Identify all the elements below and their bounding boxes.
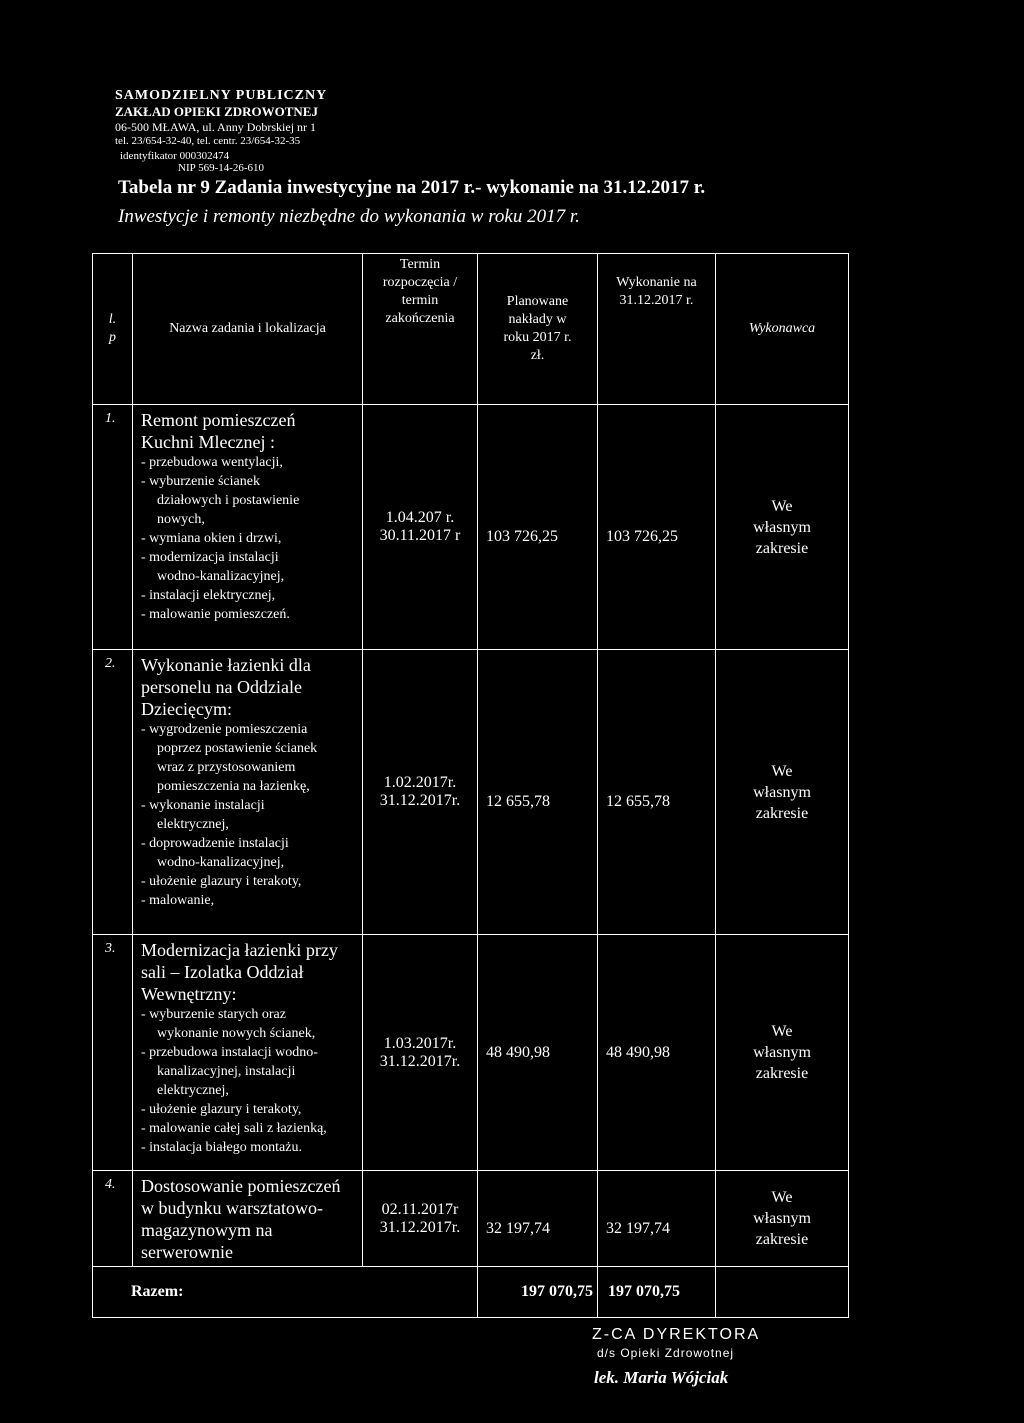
row-1-item: - wyburzenie ścianek <box>141 474 260 489</box>
header-name <box>133 254 363 405</box>
signature-department: d/s Opieki Zdrowotnej <box>597 1346 735 1360</box>
row-1-item: - wymiana okien i drzwi, <box>141 531 282 546</box>
row-1-title-1: Remont pomieszczeń <box>141 410 296 430</box>
total-label-cell <box>93 1267 478 1318</box>
row-3-end: 31.12.2017r. <box>379 1052 461 1070</box>
investment-table <box>92 253 849 1318</box>
header-term <box>363 254 478 405</box>
row-executor <box>716 650 849 935</box>
row-2-item: - ułożenie glazury i terakoty, <box>141 874 302 889</box>
row-done <box>598 935 716 1171</box>
row-3-exec-1: We <box>771 1023 793 1040</box>
table-row <box>93 935 849 1171</box>
header-term-3: termin <box>401 293 439 308</box>
row-3-exec-3: zakresie <box>755 1065 809 1082</box>
row-dates <box>363 935 478 1171</box>
header-planned <box>478 254 598 405</box>
header-plan-3: roku 2017 r. <box>503 330 572 345</box>
row-3-item: kanalizacyjnej, instalacji <box>157 1064 296 1079</box>
row-2-lp: 2. <box>105 656 116 671</box>
header-done-2: 31.12.2017 r. <box>619 293 694 308</box>
row-3-lp: 3. <box>105 941 116 956</box>
row-2-item: - wykonanie instalacji <box>141 798 265 813</box>
header-exec-label: Wykonawca <box>748 321 816 336</box>
header-plan-2: nakłady w <box>508 312 567 327</box>
row-1-item: wodno-kanalizacyjnej, <box>157 569 285 584</box>
row-1-exec-3: zakresie <box>755 539 809 557</box>
row-executor <box>716 935 849 1171</box>
row-name <box>133 405 363 650</box>
row-name <box>133 1171 363 1267</box>
row-1-done: 103 726,25 <box>606 528 678 545</box>
row-2-item: - doprowadzenie instalacji <box>141 836 289 851</box>
row-dates <box>363 405 478 650</box>
row-lp <box>93 1171 133 1267</box>
stamp-line-5: identyfikator 000302474 <box>120 150 230 162</box>
row-lp <box>93 405 133 650</box>
header-plan-4: zł. <box>530 348 545 363</box>
row-4-title-4: serwerownie <box>141 1242 233 1262</box>
header-name-label: Nazwa zadania i lokalizacja <box>169 321 326 336</box>
total-planned-cell <box>478 1267 598 1318</box>
stamp-line-1: SAMODZIELNY PUBLICZNY <box>115 88 328 103</box>
table-header-row <box>93 254 849 405</box>
row-3-item: - malowanie całej sali z łazienką, <box>141 1121 327 1136</box>
row-3-title-1: Modernizacja łazienki przy <box>141 940 338 960</box>
row-3-planned: 48 490,98 <box>486 1043 550 1061</box>
total-done-cell <box>598 1267 716 1318</box>
row-2-exec-3: zakresie <box>755 804 809 822</box>
header-term-1: Termin <box>399 257 441 272</box>
row-planned <box>478 650 598 935</box>
row-4-title-3: magazynowym na <box>141 1220 273 1240</box>
row-4-exec-1: We <box>771 1189 793 1206</box>
row-done <box>598 1171 716 1267</box>
row-2-start: 1.02.2017r. <box>383 774 457 791</box>
row-4-end: 31.12.2017r. <box>379 1218 461 1236</box>
row-executor <box>716 1171 849 1267</box>
row-3-item: - ułożenie glazury i terakoty, <box>141 1102 302 1117</box>
row-2-item: pomieszczenia na łazienkę, <box>157 779 310 794</box>
row-3-title-2: sali – Izolatka Oddział <box>141 962 304 982</box>
row-done <box>598 650 716 935</box>
header-lp <box>93 254 133 405</box>
row-3-item: - wyburzenie starych oraz <box>141 1007 286 1022</box>
header-executor <box>716 254 849 405</box>
row-dates <box>363 1171 478 1267</box>
row-2-item: wodno-kanalizacyjnej, <box>157 855 285 870</box>
row-planned <box>478 405 598 650</box>
table-row <box>93 1171 849 1267</box>
row-1-planned: 103 726,25 <box>486 528 558 545</box>
total-empty-cell <box>716 1267 849 1318</box>
total-planned: 197 070,75 <box>521 1283 593 1300</box>
row-1-item: - przebudowa wentylacji, <box>141 455 283 470</box>
header-term-4: zakończenia <box>385 311 455 326</box>
row-2-done: 12 655,78 <box>606 793 670 810</box>
row-2-item: wraz z przystosowaniem <box>157 760 296 775</box>
row-planned <box>478 935 598 1171</box>
row-2-planned: 12 655,78 <box>486 793 550 810</box>
header-done-1: Wykonanie na <box>616 275 697 290</box>
stamp-line-4: tel. 23/654-32-40, tel. centr. 23/654-32-35 <box>115 135 301 147</box>
row-3-item: wykonanie nowych ścianek, <box>157 1026 316 1041</box>
row-dates <box>363 650 478 935</box>
row-name <box>133 935 363 1171</box>
row-1-item: działowych i postawienie <box>157 493 300 508</box>
row-4-exec-2: własnym <box>753 1210 811 1227</box>
row-1-title-2: Kuchni Mlecznej : <box>141 432 275 452</box>
row-1-item: - malowanie pomieszczeń. <box>141 607 290 622</box>
row-2-title-3: Dziecięcym: <box>141 699 232 719</box>
row-2-exec-2: własnym <box>753 783 811 801</box>
stamp-line-6: NIP 569-14-26-610 <box>178 162 265 174</box>
row-3-item: - przebudowa instalacji wodno- <box>141 1045 318 1060</box>
row-lp <box>93 935 133 1171</box>
stamp-line-2: ZAKŁAD OPIEKI ZDROWOTNEJ <box>115 104 318 119</box>
row-2-item: poprzez postawienie ścianek <box>157 741 318 756</box>
table-row <box>93 405 849 650</box>
row-1-item: nowych, <box>157 512 205 527</box>
row-4-lp: 4. <box>105 1177 116 1192</box>
row-4-title-1: Dostosowanie pomieszczeń <box>141 1176 341 1196</box>
row-4-done: 32 197,74 <box>606 1219 670 1237</box>
row-1-exec-1: We <box>771 497 793 515</box>
header-lp-l: l. <box>108 312 117 327</box>
row-1-exec-2: własnym <box>753 518 811 536</box>
row-2-item: elektrycznej, <box>157 817 229 832</box>
stamp-line-3: 06-500 MŁAWA, ul. Anny Dobrskiej nr 1 <box>115 120 317 134</box>
header-plan-1: Planowane <box>506 294 569 309</box>
header-term-2: rozpoczęcia / <box>382 275 458 290</box>
row-1-item: - modernizacja instalacji <box>141 550 279 565</box>
row-done <box>598 405 716 650</box>
row-3-item: - instalacja białego montażu. <box>141 1140 302 1155</box>
row-4-start: 02.11.2017r <box>381 1200 459 1218</box>
row-lp <box>93 650 133 935</box>
row-3-exec-2: własnym <box>753 1044 811 1061</box>
header-done <box>598 254 716 405</box>
total-label: Razem: <box>131 1283 184 1300</box>
row-4-exec-3: zakresie <box>755 1231 809 1248</box>
row-2-title-1: Wykonanie łazienki dla <box>141 655 311 675</box>
row-1-lp: 1. <box>105 411 116 426</box>
signature-position: Z-CA DYREKTORA <box>592 1326 761 1343</box>
row-4-planned: 32 197,74 <box>486 1219 550 1237</box>
handwritten-signature: lek. Maria Wójciak <box>594 1368 729 1387</box>
row-3-done: 48 490,98 <box>606 1043 670 1061</box>
row-3-item: elektrycznej, <box>157 1083 229 1098</box>
row-2-end: 31.12.2017r. <box>379 792 461 809</box>
row-1-end: 30.11.2017 r <box>379 527 461 544</box>
header-lp-p: p <box>109 330 116 345</box>
row-1-item: - instalacji elektrycznej, <box>141 588 276 603</box>
row-1-start: 1.04.207 r. <box>385 509 455 526</box>
row-4-title-2: w budynku warsztatowo- <box>141 1198 323 1218</box>
row-2-item: - malowanie, <box>141 893 215 908</box>
row-3-start: 1.03.2017r. <box>383 1034 457 1052</box>
row-planned <box>478 1171 598 1267</box>
row-3-title-3: Wewnętrzny: <box>141 984 237 1004</box>
document-title: Tabela nr 9 Zadania inwestycyjne na 2017 r.- wykonanie na 31.12.2017 r. <box>118 177 706 198</box>
total-row <box>93 1267 849 1318</box>
total-done: 197 070,75 <box>608 1283 680 1300</box>
row-2-item: - wygrodzenie pomieszczenia <box>141 722 308 737</box>
table-row <box>93 650 849 935</box>
row-name <box>133 650 363 935</box>
row-2-title-2: personelu na Oddziale <box>141 677 302 697</box>
row-executor <box>716 405 849 650</box>
document-subtitle: Inwestycje i remonty niezbędne do wykonania w roku 2017 r. <box>118 206 580 227</box>
row-2-exec-1: We <box>771 762 793 780</box>
